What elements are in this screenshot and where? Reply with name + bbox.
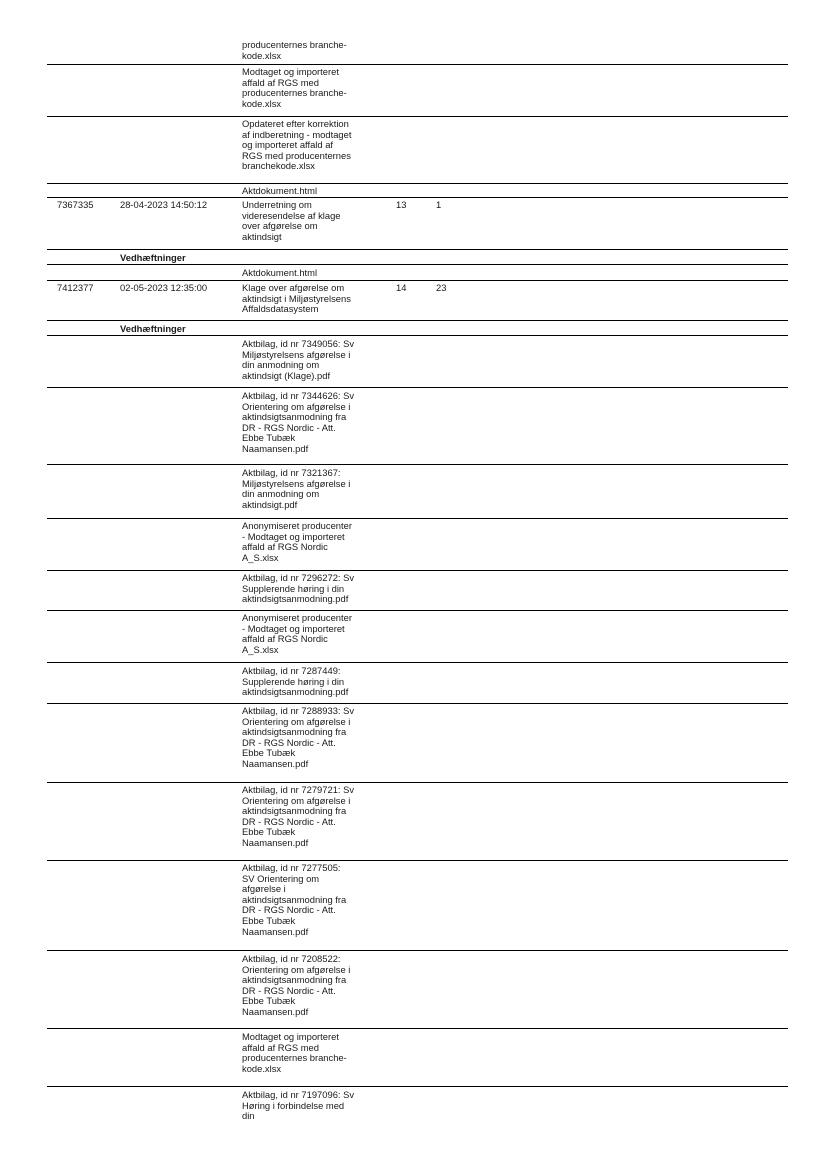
document-date: 02-05-2023 12:35:00	[120, 282, 208, 293]
document-title: Klage over afgørelse om aktindsigt i Miljøstyrelsens Affaldsdatasystem	[242, 282, 351, 315]
row-separator	[47, 183, 788, 184]
row-separator	[47, 116, 788, 117]
row-separator	[47, 662, 788, 663]
attachment-title: Aktbilag, id nr 7349056: Sv Miljøstyrelsens afgørelse i din anmodning om aktindsigt (Klage).pdf	[242, 338, 355, 381]
row-separator	[47, 782, 788, 783]
attachment-title: Aktbilag, id nr 7197096: Sv Høring i forbindelse med din	[242, 1089, 355, 1122]
row-separator	[47, 280, 788, 281]
row-separator	[47, 1086, 788, 1087]
row-separator	[47, 335, 788, 336]
document-pages: 23	[436, 282, 447, 293]
attachment-title: Aktdokument.html	[242, 185, 318, 196]
document-number: 14	[396, 282, 407, 293]
attachment-title: Aktbilag, id nr 7321367: Miljøstyrelsens afgørelse i din anmodning om aktindsigt.pdf	[242, 467, 351, 510]
attachment-title: Aktbilag, id nr 7288933: Sv Orientering om afgørelse i aktindsigtsanmodning fra DR - RGS Nordic - Att. Ebbe Tubæk Naamansen.pdf	[242, 705, 355, 769]
attachment-title: Aktbilag, id nr 7279721: Sv Orientering om afgørelse i aktindsigtsanmodning fra DR - RGS Nordic - Att. Ebbe Tubæk Naamansen.pdf	[242, 784, 355, 848]
row-separator	[47, 249, 788, 250]
row-separator	[47, 197, 788, 198]
row-separator	[47, 703, 788, 704]
attachment-title: Anonymiseret producenter - Modtaget og importeret affald af RGS Nordic A_S.xlsx	[242, 612, 352, 655]
row-separator	[47, 387, 788, 388]
row-separator	[47, 518, 788, 519]
attachment-title: Aktbilag, id nr 7287449: Supplerende høring i din aktindsigtsanmodning.pdf	[242, 665, 349, 698]
document-date: 28-04-2023 14:50:12	[120, 199, 208, 210]
row-separator	[47, 64, 788, 65]
attachment-title: producenternes branche- kode.xlsx	[242, 39, 347, 61]
attachment-title: Aktbilag, id nr 7344626: Sv Orientering om afgørelse i aktindsigtsanmodning fra DR - RGS Nordic - Att. Ebbe Tubæk Naamansen.pdf	[242, 390, 355, 454]
attachment-title: Anonymiseret producenter - Modtaget og importeret affald af RGS Nordic A_S.xlsx	[242, 520, 352, 563]
document-title: Underretning om videresendelse af klage over afgørelse om aktindsigt	[242, 199, 341, 242]
row-separator	[47, 1028, 788, 1029]
row-separator	[47, 464, 788, 465]
row-separator	[47, 610, 788, 611]
attachments-heading: Vedhæftninger	[120, 323, 186, 334]
row-separator	[47, 950, 788, 951]
attachment-title: Opdateret efter korrektion af indberetning - modtaget og importeret affald af RGS med producenternes branchekode.xlsx	[242, 118, 352, 172]
document-id: 7412377	[57, 282, 94, 293]
row-separator	[47, 860, 788, 861]
row-separator	[47, 320, 788, 321]
attachment-title: Modtaget og importeret affald af RGS med producenternes branche- kode.xlsx	[242, 1031, 347, 1074]
attachment-title: Aktbilag, id nr 7277505: SV Orientering om afgørelse i aktindsigtsanmodning fra DR - RGS Nordic - Att. Ebbe Tubæk Naamansen.pdf	[242, 862, 347, 937]
attachments-heading: Vedhæftninger	[120, 252, 186, 263]
row-separator	[47, 264, 788, 265]
attachment-title: Aktbilag, id nr 7296272: Sv Supplerende høring i din aktindsigtsanmodning.pdf	[242, 572, 355, 605]
document-id: 7367335	[57, 199, 94, 210]
row-separator	[47, 570, 788, 571]
attachment-title: Aktdokument.html	[242, 267, 318, 278]
attachment-title: Modtaget og importeret affald af RGS med producenternes branche- kode.xlsx	[242, 66, 347, 109]
document-number: 13	[396, 199, 407, 210]
document-pages: 1	[436, 199, 442, 210]
attachment-title: Aktbilag, id nr 7208522: Orientering om afgørelse i aktindsigtsanmodning fra DR - RGS Nordic - Att. Ebbe Tubæk Naamansen.pdf	[242, 953, 351, 1017]
